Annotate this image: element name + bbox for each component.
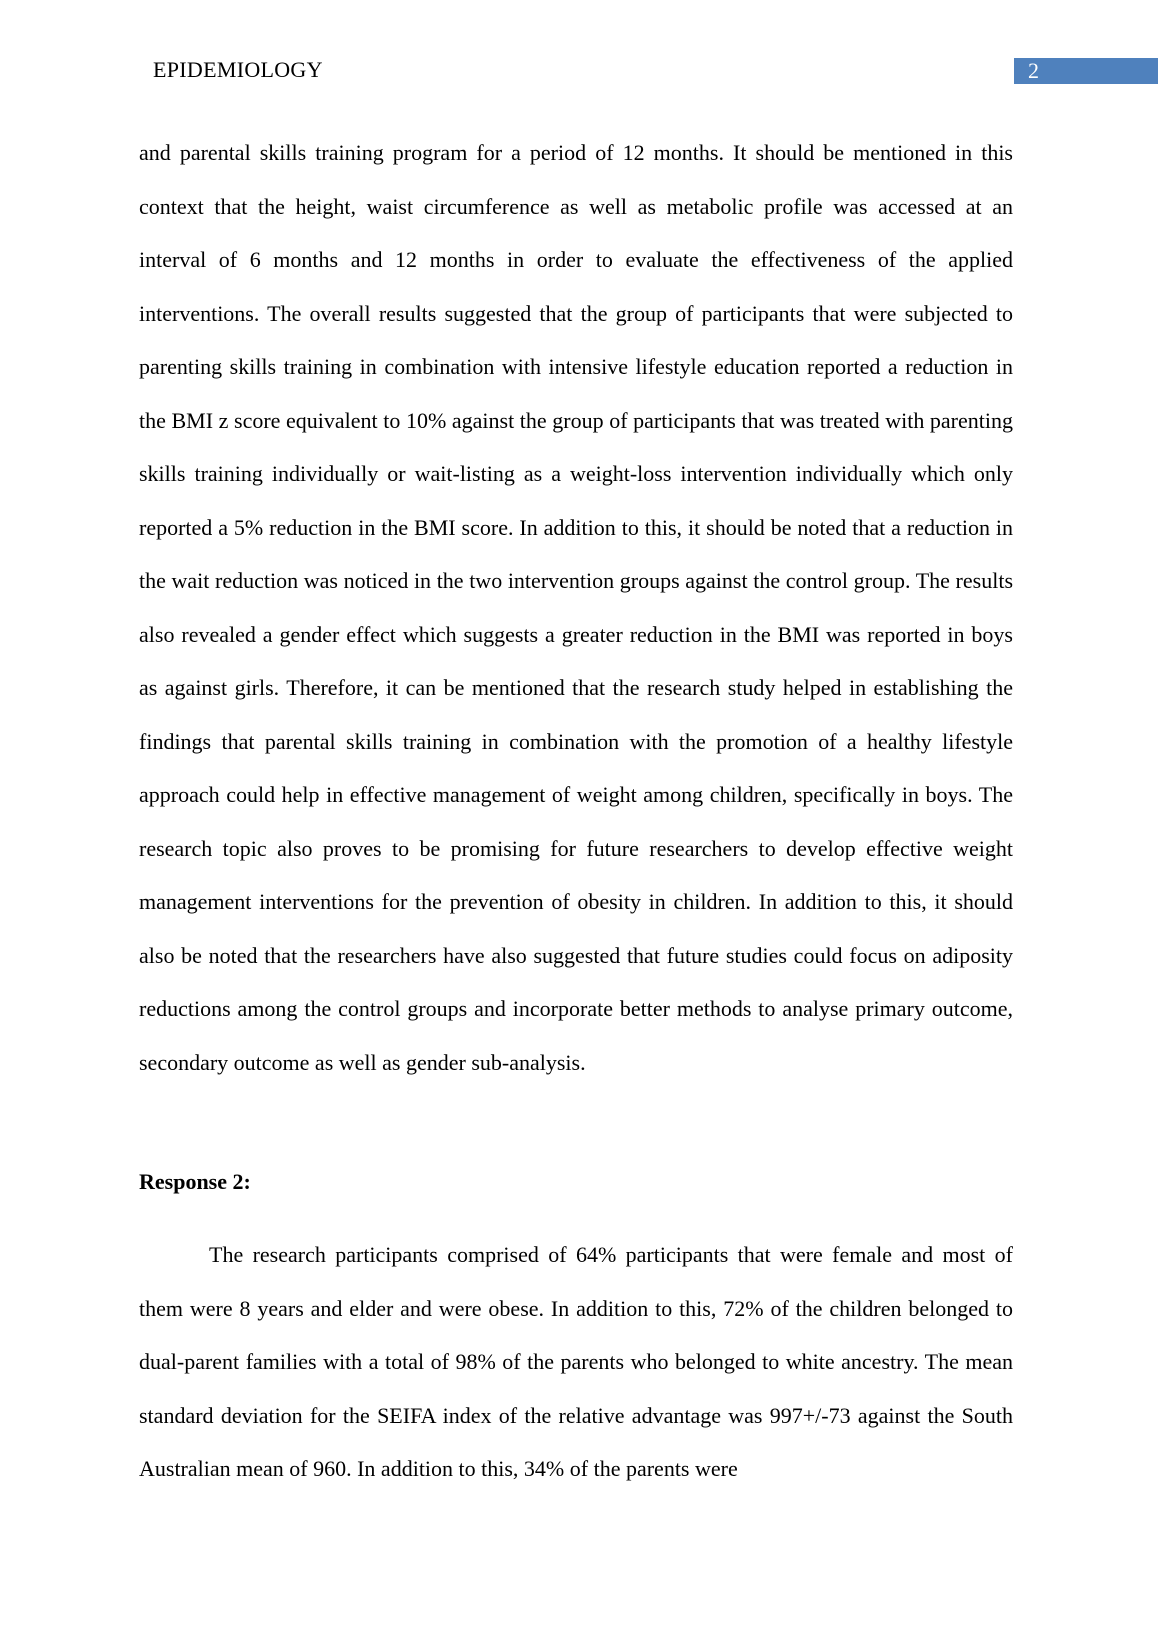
section-heading-response-2: Response 2: bbox=[139, 1169, 251, 1194]
page-number-bar bbox=[1014, 58, 1158, 84]
running-head-title: EPIDEMIOLOGY bbox=[153, 57, 323, 82]
body-paragraph-1: and parental skills training program for a period of 12 months. It should be mentioned in this context that the height, waist circumference as well as metabolic profile was accessed at an interval of 6 months and 12 months in order to evaluate the effectiveness of the applied interventions. The overall results suggested that the group of participants that were subjected to parenting skills training in combination with intensive lifestyle education reported a reduction in the BMI z score equivalent to 10% against the group of participants that was treated with parenting skills training individually or wait-listing as a weight-loss intervention individually which only reported a 5% reduction in the BMI score. In addition to this, it should be noted that a reduction in the wait reduction was noticed in the two intervention groups against the control group. The results also revealed a gender effect which suggests a greater reduction in the BMI was reported in boys as against girls. Therefore, it can be mentioned that the research study helped in establishing the findings that parental skills training in combination with the promotion of a healthy lifestyle approach could help in effective management of weight among children, specifically in boys. The research topic also proves to be promising for future researchers to develop effective weight management interventions for the prevention of obesity in children. In addition to this, it should also be noted that the researchers have also suggested that future studies could focus on adiposity reductions among the control groups and incorporate better methods to analyse primary outcome, secondary outcome as well as gender sub-analysis. bbox=[139, 140, 1013, 1075]
body-paragraph-2: The research participants comprised of 64% participants that were female and most of them were 8 years and elder and were obese. In addition to this, 72% of the children belonged to dual-parent families with a total of 98% of the parents who belonged to white ancestry. The mean standard deviation for the SEIFA index of the relative advantage was 997+/-73 against the South Australian mean of 960. In addition to this, 34% of the parents were bbox=[139, 1242, 1013, 1481]
page-number: 2 bbox=[1028, 58, 1039, 83]
